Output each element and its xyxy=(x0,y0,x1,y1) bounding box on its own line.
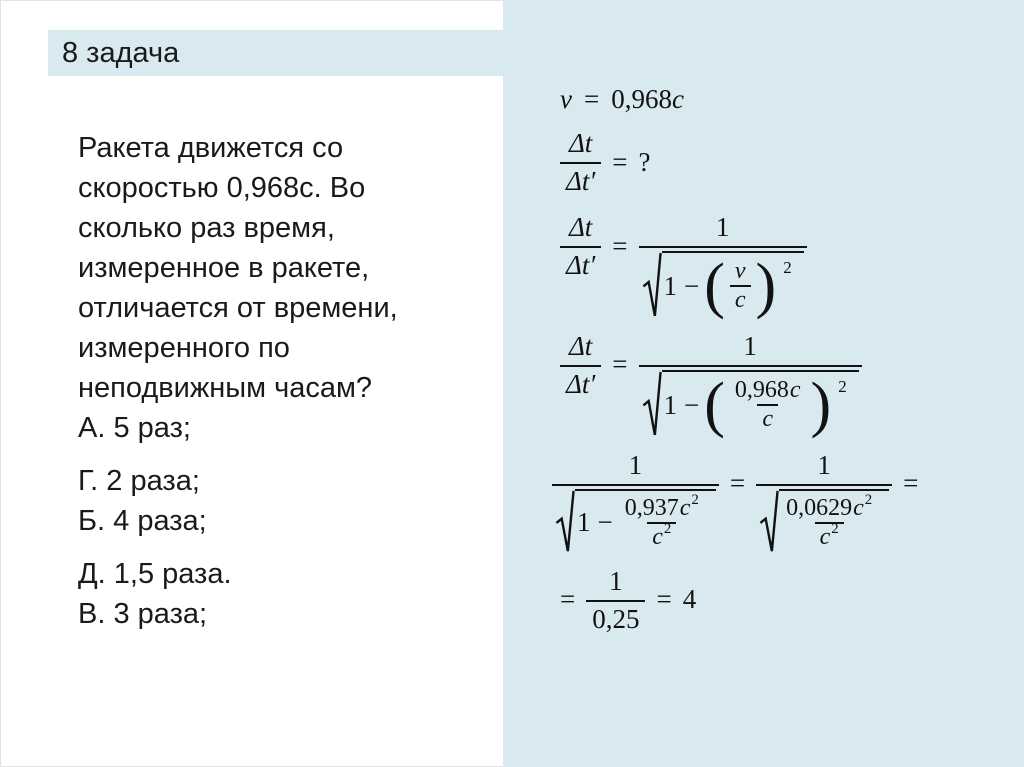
delta-t-numerator: Δt xyxy=(568,330,593,361)
equals-sign: = xyxy=(903,468,919,499)
equals-sign: = xyxy=(656,584,672,615)
formula-general xyxy=(560,209,807,318)
velocity-value: 0,968c xyxy=(611,84,684,114)
fraction-numerator-one: 1 xyxy=(817,449,831,480)
answer-option-d: Д. 1,5 раза. xyxy=(78,558,232,590)
gamma-fraction xyxy=(639,209,807,318)
left-paren: ( xyxy=(704,370,725,439)
radicand xyxy=(575,489,716,553)
numerator-value: 0,0629 c $^2$ xyxy=(786,492,873,521)
sqrt-symbol xyxy=(759,489,779,553)
result-fraction xyxy=(586,563,645,637)
square-root xyxy=(642,370,859,437)
gamma-fraction xyxy=(552,447,719,553)
delta-t-numerator: Δt xyxy=(568,128,593,158)
title-banner xyxy=(48,30,503,76)
radicand xyxy=(662,251,804,318)
answer-option-g: Г. 2 раза; xyxy=(78,465,200,497)
question-line: измеренного по xyxy=(78,332,290,364)
time-ratio-fraction xyxy=(560,209,601,283)
equals-sign: = xyxy=(612,349,628,380)
ratio-fraction xyxy=(781,492,877,551)
fraction-denominator xyxy=(639,246,807,318)
formula-evaluated xyxy=(552,447,918,553)
options-paragraph-2 xyxy=(78,461,498,541)
formula-substituted xyxy=(560,328,862,437)
answer-option-b: Б. 4 раза; xyxy=(78,505,207,537)
equals-sign: = xyxy=(612,230,628,261)
fraction-numerator-one: 1 xyxy=(609,565,623,596)
minus-sign: − xyxy=(684,389,700,420)
answer-option-v: В. 3 раза; xyxy=(78,598,208,630)
c-var: c xyxy=(730,285,751,314)
velocity-var: v xyxy=(560,84,572,114)
fraction-numerator-one: 1 xyxy=(715,212,730,242)
equals-sign: = xyxy=(560,584,576,615)
power-superscript: 2 xyxy=(783,258,792,277)
right-paren: ) xyxy=(810,370,832,439)
gamma-fraction xyxy=(639,328,862,437)
one: 1 xyxy=(663,270,677,301)
gamma-fraction xyxy=(756,447,892,553)
sqrt-symbol xyxy=(555,489,575,553)
unknown-mark: ? xyxy=(638,146,651,177)
speed-value: 0,968 c xyxy=(734,377,801,404)
right-paren: ) xyxy=(755,252,777,320)
question-line: отличается от времени, xyxy=(78,292,398,324)
square-root xyxy=(759,489,889,553)
question-paragraph xyxy=(78,128,498,448)
radicand xyxy=(779,489,889,553)
fraction-numerator-one: 1 xyxy=(743,330,757,361)
delta-t-prime-denominator: Δt′ xyxy=(560,246,601,283)
fraction-denominator-value: 0,25 xyxy=(586,600,645,637)
time-ratio-fraction xyxy=(560,328,601,402)
ratio-fraction xyxy=(620,492,704,551)
formula-question xyxy=(560,125,650,199)
one: 1 xyxy=(663,389,677,420)
question-line: измеренное в ракете, xyxy=(78,252,370,284)
question-line: скоростью 0,968с. Во xyxy=(78,172,366,204)
formula-result xyxy=(560,563,696,637)
equals-sign: = xyxy=(729,468,746,499)
fraction-denominator xyxy=(756,484,892,553)
numerator-value: 0,937 c $^2$ xyxy=(624,492,699,521)
v-over-c-fraction xyxy=(730,258,751,314)
radicand xyxy=(662,370,859,437)
time-ratio-fraction xyxy=(560,125,601,199)
square-root xyxy=(555,489,716,553)
sqrt-symbol xyxy=(642,251,662,318)
fraction-numerator-one: 1 xyxy=(628,449,643,480)
fraction-denominator xyxy=(639,365,862,437)
denominator-value: c $^2$ xyxy=(815,522,844,551)
question-line: сколько раз время, xyxy=(78,212,335,244)
answer-option-a: А. 5 раз; xyxy=(78,412,191,444)
delta-t-prime-denominator: Δt′ xyxy=(560,365,601,402)
solution-column xyxy=(560,84,918,637)
left-paren: ( xyxy=(704,252,725,320)
problem-statement xyxy=(78,128,498,634)
square-root xyxy=(642,251,804,318)
options-paragraph-3 xyxy=(78,554,498,634)
result-value: 4 xyxy=(682,584,697,615)
equals-sign: = xyxy=(612,146,628,177)
minus-sign: − xyxy=(684,270,700,301)
delta-t-numerator: Δt xyxy=(568,212,593,242)
sqrt-symbol xyxy=(642,370,662,437)
denominator-value: c $^2$ xyxy=(647,522,676,551)
formula-given xyxy=(560,84,684,115)
power-superscript: 2 xyxy=(838,376,847,396)
one: 1 xyxy=(577,507,591,538)
question-line: неподвижным часам? xyxy=(78,372,373,404)
equals-sign: = xyxy=(583,84,600,114)
fraction-denominator xyxy=(552,484,719,553)
slide-title: 8 задача xyxy=(62,36,180,69)
speed-over-c-fraction xyxy=(730,377,806,433)
question-line: Ракета движется со xyxy=(78,132,344,164)
c-var: c xyxy=(757,404,778,433)
delta-t-prime-denominator: Δt′ xyxy=(560,162,601,199)
minus-sign: − xyxy=(597,507,613,538)
v-var: v xyxy=(734,258,746,285)
